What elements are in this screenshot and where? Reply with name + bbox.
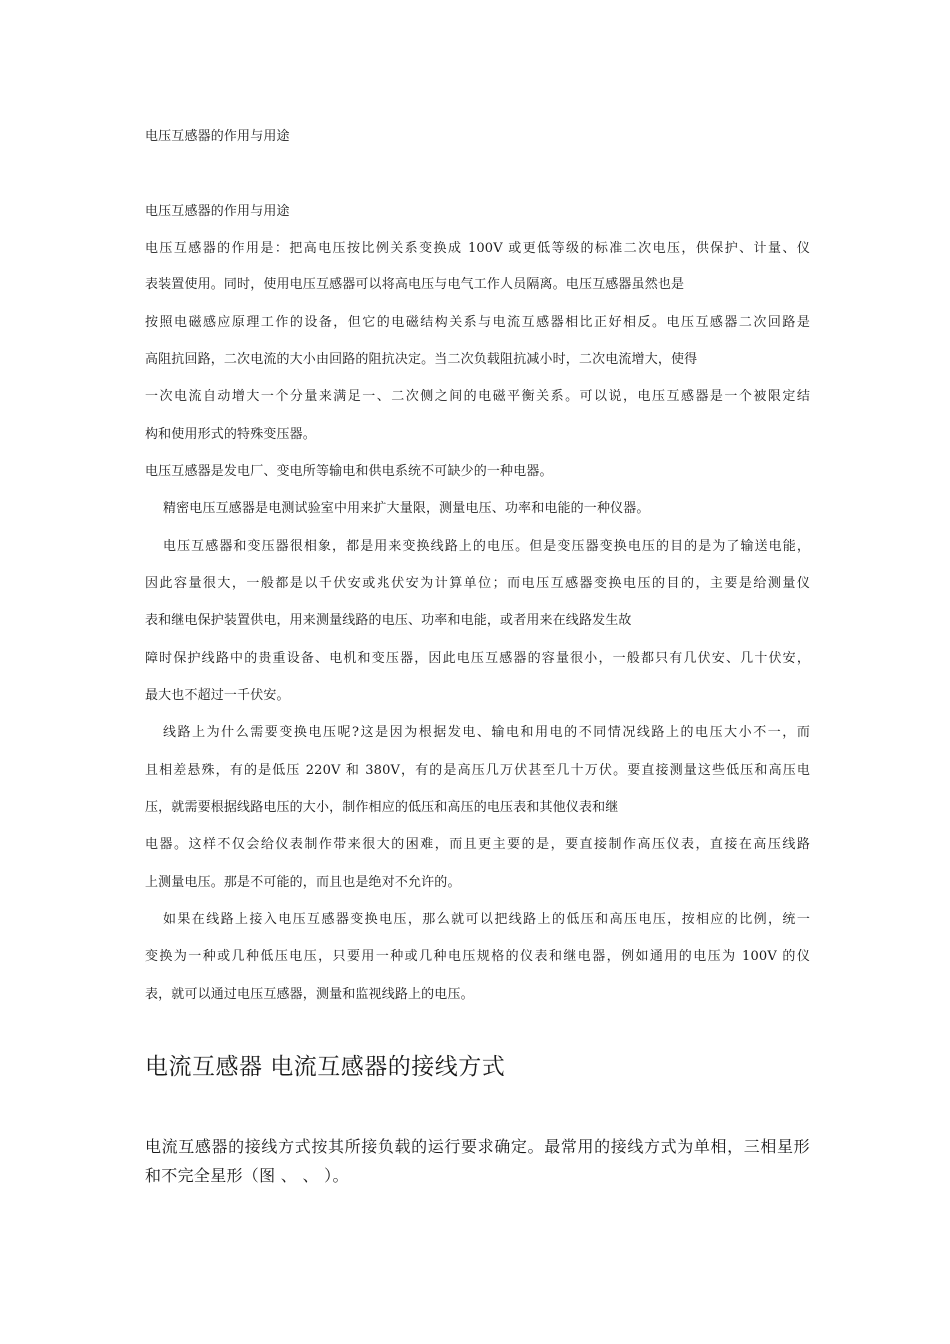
document-title: 电压互感器的作用与用途	[145, 129, 290, 144]
paragraph-line: 压，就需要根据线路电压的大小，制作相应的低压和高压的电压表和其他仪表和继	[145, 800, 619, 815]
paragraph-line: 高阻抗回路，二次电流的大小由回路的阻抗决定。当二次负载阻抗减小时，二次电流增大，使得	[145, 352, 698, 367]
section-subtitle: 电压互感器的作用与用途	[145, 204, 290, 219]
paragraph-line: 表装置使用。同时，使用电压互感器可以将高电压与电气工作人员隔离。电压互感器虽然也是	[145, 277, 685, 292]
paragraph-line: 构和使用形式的特殊变压器。	[145, 427, 316, 442]
paragraph-line: 按照电磁感应原理工作的设备，但它的电磁结构关系与电流互感器相比正好相反。电压互感器二次回路是	[145, 315, 810, 330]
paragraph-line: 且相差悬殊，有的是低压 220V 和 380V，有的是高压几万伏甚至几十万伏。要直接测量这些低压和高压电	[145, 763, 810, 778]
paragraph-line: 障时保护线路中的贵重设备、电机和变压器，因此电压互感器的容量很小，一般都只有几伏安、几十伏安，	[145, 651, 810, 666]
paragraph-line: 电压互感器是发电厂、变电所等输电和供电系统不可缺少的一种电器。	[145, 464, 553, 479]
section-heading: 电流互感器 电流互感器的接线方式	[145, 1054, 506, 1080]
paragraph-line: 表，就可以通过电压互感器，测量和监视线路上的电压。	[145, 987, 474, 1002]
paragraph-line: 上测量电压。那是不可能的，而且也是绝对不允许的。	[145, 875, 461, 890]
paragraph-line: 表和继电保护装置供电，用来测量线路的电压、功率和电能，或者用来在线路发生故	[145, 613, 632, 628]
paragraph-line: 变换为一种或几种低压电压，只要用一种或几种电压规格的仪表和继电器，例如通用的电压为 100V 的仪	[145, 949, 810, 964]
paragraph-line: 电器。这样不仅会给仪表制作带来很大的困难，而且更主要的是，要直接制作高压仪表，直接在高压线路	[145, 837, 810, 852]
paragraph-line: 和不完全星形（图 、 、 ）。	[145, 1166, 349, 1185]
paragraph-line: 如果在线路上接入电压互感器变换电压，那么就可以把线路上的低压和高压电压，按相应的比例，统一	[163, 912, 810, 927]
paragraph-line: 电压互感器和变压器很相象，都是用来变换线路上的电压。但是变压器变换电压的目的是为了输送电能，	[163, 539, 810, 554]
paragraph-line: 精密电压互感器是电测试验室中用来扩大量限，测量电压、功率和电能的一种仪器。	[163, 501, 650, 516]
paragraph-line: 最大也不超过一千伏安。	[145, 688, 290, 703]
paragraph-line: 线路上为什么需要变换电压呢?这是因为根据发电、输电和用电的不同情况线路上的电压大小不一，而	[163, 725, 810, 740]
paragraph-line: 电压互感器的作用是：把高电压按比例关系变换成 100V 或更低等级的标准二次电压，供保护、计量、仪	[145, 241, 810, 256]
paragraph-line: 一次电流自动增大一个分量来满足一、二次侧之间的电磁平衡关系。可以说，电压互感器是一个被限定结	[145, 389, 810, 404]
paragraph-line: 因此容量很大，一般都是以千伏安或兆伏安为计算单位；而电压互感器变换电压的目的，主要是给测量仪	[145, 576, 810, 591]
paragraph-line: 电流互感器的接线方式按其所接负载的运行要求确定。最常用的接线方式为单相，三相星形	[145, 1137, 810, 1156]
